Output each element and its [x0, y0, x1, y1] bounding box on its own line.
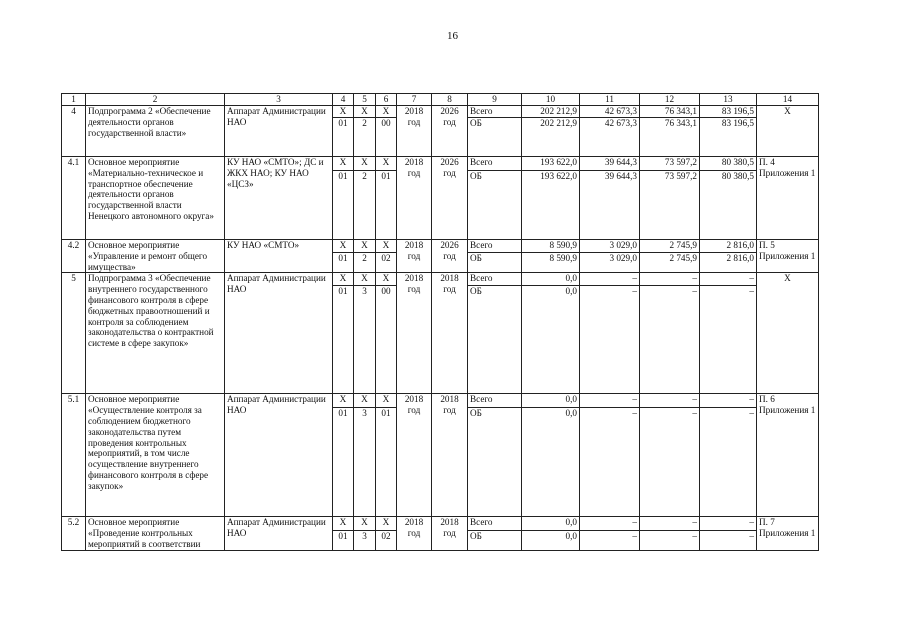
value-col11: –: [580, 394, 640, 408]
col-header: 9: [468, 94, 522, 106]
code-cell: Х: [333, 273, 354, 286]
value-col10: 0,0: [522, 286, 580, 394]
program-table: [61, 93, 819, 551]
code-cell: 2: [354, 118, 376, 157]
reference: П. 4 Приложения 1: [757, 157, 819, 240]
reference: П. 6 Приложения 1: [757, 394, 819, 517]
code-cell: 2: [354, 252, 376, 272]
value-col13: 80 380,5: [700, 157, 757, 171]
value-col10: 8 590,9: [522, 252, 580, 272]
row-executor: Аппарат Администрации НАО: [225, 273, 333, 394]
value-col12: –: [640, 273, 700, 286]
code-cell: Х: [333, 240, 354, 253]
value-col13: –: [700, 531, 757, 550]
row-number: 4: [62, 106, 86, 157]
table-row: [62, 273, 819, 286]
value-col12: –: [640, 517, 700, 531]
col-header: 14: [757, 94, 819, 106]
funding-source: ОБ: [468, 118, 522, 157]
end-year: 2018 год: [432, 517, 468, 550]
value-col10: 193 622,0: [522, 157, 580, 171]
funding-source: ОБ: [468, 531, 522, 550]
value-col12: –: [640, 394, 700, 408]
value-col11: –: [580, 531, 640, 550]
code-cell: Х: [376, 517, 397, 531]
value-col10: 202 212,9: [522, 118, 580, 157]
value-col13: 2 816,0: [700, 240, 757, 253]
row-number: 5: [62, 273, 86, 394]
col-header: 5: [354, 94, 376, 106]
code-cell: Х: [376, 273, 397, 286]
code-cell: Х: [333, 394, 354, 408]
col-header: 8: [432, 94, 468, 106]
col-header: 13: [700, 94, 757, 106]
col-header: 11: [580, 94, 640, 106]
value-col13: –: [700, 286, 757, 394]
row-number: 4.2: [62, 240, 86, 273]
col-header: 10: [522, 94, 580, 106]
reference: Х: [757, 273, 819, 394]
row-executor: Аппарат Администрации НАО: [225, 106, 333, 157]
value-col13: –: [700, 408, 757, 517]
value-col12: –: [640, 531, 700, 550]
reference: П. 7 Приложения 1: [757, 517, 819, 550]
header-row: [62, 94, 819, 106]
code-cell: 01: [333, 408, 354, 517]
code-cell: 01: [333, 286, 354, 394]
funding-source: ОБ: [468, 171, 522, 240]
row-executor: Аппарат Администрации НАО: [225, 394, 333, 517]
code-cell: Х: [376, 240, 397, 253]
row-executor: КУ НАО «СМТО»: [225, 240, 333, 273]
row-name: Подпрограмма 3 «Обеспечение внутреннего государственного финансового контроля в сфере бюджетных правоотношений и контроля за соблюдением законодательства о контрактной системе в сфере закупок»: [86, 273, 225, 394]
table-row: [62, 157, 819, 171]
code-cell: Х: [354, 157, 376, 171]
code-cell: 01: [376, 171, 397, 240]
code-cell: Х: [376, 394, 397, 408]
funding-source: Всего: [468, 273, 522, 286]
reference: Х: [757, 106, 819, 157]
code-cell: Х: [354, 394, 376, 408]
start-year: 2018 год: [397, 273, 432, 394]
row-number: 5.2: [62, 517, 86, 550]
reference: П. 5 Приложения 1: [757, 240, 819, 273]
table-row: [62, 106, 819, 118]
start-year: 2018 год: [397, 394, 432, 517]
value-col13: –: [700, 394, 757, 408]
code-cell: 01: [333, 171, 354, 240]
value-col11: –: [580, 273, 640, 286]
code-cell: 01: [333, 531, 354, 550]
value-col11: 3 029,0: [580, 252, 640, 272]
value-col10: 0,0: [522, 273, 580, 286]
row-number: 4.1: [62, 157, 86, 240]
value-col10: 0,0: [522, 531, 580, 550]
value-col13: 2 816,0: [700, 252, 757, 272]
col-header: 2: [86, 94, 225, 106]
code-cell: 2: [354, 171, 376, 240]
code-cell: 01: [333, 252, 354, 272]
page-number: 16: [447, 30, 458, 42]
end-year: 2018 год: [432, 273, 468, 394]
value-col13: 80 380,5: [700, 171, 757, 240]
funding-source: ОБ: [468, 252, 522, 272]
start-year: 2018 год: [397, 517, 432, 550]
value-col10: 0,0: [522, 517, 580, 531]
code-cell: 02: [376, 531, 397, 550]
funding-source: Всего: [468, 240, 522, 253]
value-col10: 202 212,9: [522, 106, 580, 118]
col-header: 12: [640, 94, 700, 106]
end-year: 2026 год: [432, 157, 468, 240]
code-cell: Х: [354, 106, 376, 118]
row-name: Основное мероприятие «Управление и ремонт общего имущества»: [86, 240, 225, 273]
funding-source: ОБ: [468, 408, 522, 517]
start-year: 2018 год: [397, 106, 432, 157]
value-col12: 76 343,1: [640, 118, 700, 157]
value-col12: 76 343,1: [640, 106, 700, 118]
code-cell: Х: [333, 106, 354, 118]
value-col11: 3 029,0: [580, 240, 640, 253]
row-name: Основное мероприятие «Проведение контрольных мероприятий в соответствии: [86, 517, 225, 550]
value-col11: –: [580, 408, 640, 517]
funding-source: Всего: [468, 106, 522, 118]
col-header: 3: [225, 94, 333, 106]
funding-source: Всего: [468, 517, 522, 531]
col-header: 7: [397, 94, 432, 106]
col-header: 4: [333, 94, 354, 106]
value-col10: 8 590,9: [522, 240, 580, 253]
code-cell: 00: [376, 118, 397, 157]
code-cell: 3: [354, 408, 376, 517]
funding-source: Всего: [468, 157, 522, 171]
value-col12: 2 745,9: [640, 240, 700, 253]
code-cell: Х: [376, 106, 397, 118]
row-executor: КУ НАО «СМТО»; ДС и ЖКХ НАО; КУ НАО «ЦСЗ»: [225, 157, 333, 240]
row-number: 5.1: [62, 394, 86, 517]
value-col10: 0,0: [522, 394, 580, 408]
table-row: [62, 240, 819, 253]
value-col12: –: [640, 286, 700, 394]
row-name: Основное мероприятие «Осуществление контроля за соблюдением бюджетного законодательства путем проведения контрольных мероприятий, в том числе осуществление внутреннего финансового контроля в сфере закупок»: [86, 394, 225, 517]
start-year: 2018 год: [397, 157, 432, 240]
code-cell: 01: [376, 408, 397, 517]
funding-source: Всего: [468, 394, 522, 408]
end-year: 2026 год: [432, 240, 468, 273]
value-col12: 73 597,2: [640, 171, 700, 240]
value-col12: 73 597,2: [640, 157, 700, 171]
code-cell: Х: [376, 157, 397, 171]
value-col11: 39 644,3: [580, 157, 640, 171]
code-cell: 3: [354, 286, 376, 394]
value-col13: –: [700, 517, 757, 531]
value-col13: 83 196,5: [700, 106, 757, 118]
col-header: 1: [62, 94, 86, 106]
code-cell: 3: [354, 531, 376, 550]
value-col11: –: [580, 286, 640, 394]
code-cell: Х: [354, 273, 376, 286]
code-cell: Х: [333, 517, 354, 531]
value-col11: 39 644,3: [580, 171, 640, 240]
code-cell: 00: [376, 286, 397, 394]
code-cell: 01: [333, 118, 354, 157]
row-name: Основное мероприятие «Материально-техническое и транспортное обеспечение деятельности органов государственной власти Ненецкого автономного округа»: [86, 157, 225, 240]
value-col10: 0,0: [522, 408, 580, 517]
value-col12: 2 745,9: [640, 252, 700, 272]
col-header: 6: [376, 94, 397, 106]
end-year: 2018 год: [432, 394, 468, 517]
table-row: [62, 517, 819, 531]
row-name: Подпрограмма 2 «Обеспечение деятельности органов государственной власти»: [86, 106, 225, 157]
end-year: 2026 год: [432, 106, 468, 157]
row-executor: Аппарат Администрации НАО: [225, 517, 333, 550]
value-col11: 42 673,3: [580, 118, 640, 157]
value-col10: 193 622,0: [522, 171, 580, 240]
value-col12: –: [640, 408, 700, 517]
value-col13: –: [700, 273, 757, 286]
code-cell: Х: [354, 517, 376, 531]
code-cell: Х: [354, 240, 376, 253]
funding-source: ОБ: [468, 286, 522, 394]
start-year: 2018 год: [397, 240, 432, 273]
code-cell: 02: [376, 252, 397, 272]
value-col13: 83 196,5: [700, 118, 757, 157]
value-col11: –: [580, 517, 640, 531]
table-row: [62, 394, 819, 408]
value-col11: 42 673,3: [580, 106, 640, 118]
code-cell: Х: [333, 157, 354, 171]
